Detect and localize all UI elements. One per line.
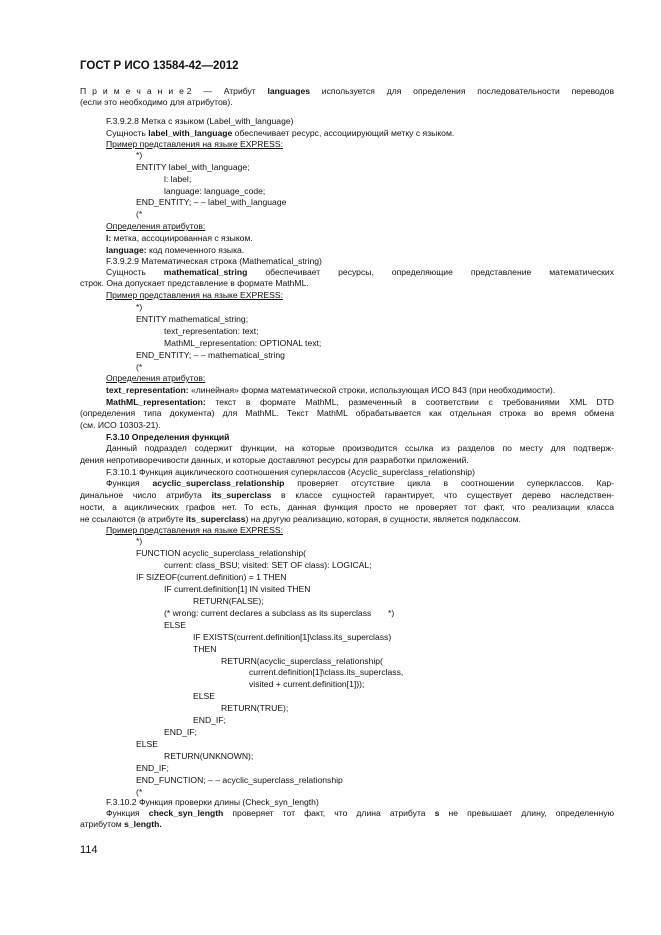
code-line: (* [136, 209, 143, 219]
s2-def-2-line-3: (см. ИСО 10303-21). [80, 420, 161, 430]
section-heading-acyclic: F.3.10.1 Функция ациклического соотношения суперклассов (Acyclic_superclass_relationship) [106, 467, 475, 477]
s1-defs-label: Определения атрибутов: [106, 221, 206, 231]
code-line: ENTITY label_with_language; [136, 162, 250, 172]
s5-para-line-2: атрибутом s_length. [80, 819, 162, 829]
section-heading-label-with-language: F.3.9.2.8 Метка с языком (Label_with_language) [106, 116, 294, 126]
code-line: RETURN(UNKNOWN); [164, 751, 254, 761]
code-line: l: label; [164, 174, 192, 184]
s2-essence: Сущность mathematical_string обеспечивает ресурсы, определяющие представление математических [106, 267, 614, 277]
s1-def-1: l: метка, ассоциированная с языком. [106, 233, 253, 243]
s4-example-label: Пример представления на языке EXPRESS: [106, 525, 284, 535]
section-heading-function-definitions: F.3.10 Определения функций [106, 432, 230, 442]
note-term: languages [267, 86, 311, 96]
s5-para-line-1: Функция check_syn_length проверяет тот факт, что длина атрибута s не превышает длину, определенную [106, 808, 614, 818]
s4-para-line-4: не ссылаются (в атрибуте its_superclass) на другую реализацию, которая, в сущности, является подклассом. [80, 514, 521, 524]
s1-example-label: Пример представления на языке EXPRESS: [106, 139, 284, 149]
note-label: П р и м е ч а н и е [80, 86, 186, 96]
section-heading-check-syn-length: F.3.10.2 Функция проверки длины (Check_syn_length) [106, 797, 319, 807]
document-header: ГОСТ Р ИСО 13584-42—2012 [80, 60, 239, 72]
code-line: (* [136, 787, 143, 797]
code-line: current.definition[1]\class.its_superclass, [249, 667, 404, 677]
code-line: END_IF; [136, 763, 169, 773]
code-line: ELSE [164, 620, 186, 630]
code-line: END_ENTITY; – – label_with_language [136, 197, 287, 207]
s2-def-2-line-2: (определения типа документа) для MathML. Текст MathML обрабатывается как отдельная строка во время обмена [80, 408, 614, 418]
section-heading-mathematical-string: F.3.9.2.9 Математическая строка (Mathematical_string) [106, 256, 322, 266]
note-line-2: (если это необходимо для атрибутов). [80, 97, 233, 107]
code-line: ELSE [193, 691, 215, 701]
code-line: visited + current.definition[1])); [249, 679, 365, 689]
code-line: END_ENTITY; – – mathematical_string [136, 350, 285, 360]
code-line: *) [136, 536, 143, 546]
code-line: IF EXISTS(current.definition[1]\class.its_superclass) [193, 632, 392, 642]
code-line: RETURN(TRUE); [221, 703, 289, 713]
code-line: *) [136, 150, 143, 160]
code-line: (* [136, 362, 143, 372]
note-line-1: П р и м е ч а н и е 2 — Атрибут languages используется для определения последовательности переводов [80, 86, 614, 96]
code-line: IF SIZEOF(current.definition) = 1 THEN [136, 572, 287, 582]
s2-essence-line-2: строк. Она допускает представление в формате MathML. [80, 278, 309, 288]
code-line: current: class_BSU; visited: SET OF class): LOGICAL; [164, 560, 372, 570]
code-line: (* wrong: current declares a subclass as its superclass *) [164, 608, 395, 618]
s4-para-line-2: динальное число атрибута its_superclass в классе сущностей гарантирует, что существует дерево наследствен- [80, 490, 614, 500]
code-line: RETURN(acyclic_superclass_relationship( [221, 656, 383, 666]
code-line: IF current.definition[1] IN visited THEN [164, 584, 311, 594]
code-line: text_representation: text; [164, 326, 259, 336]
code-line: language: language_code; [164, 186, 266, 196]
s2-def-2: MathML_representation: текст в формате MathML, размеченный в соответствии с требованиями XML DTD [106, 397, 614, 407]
code-line: THEN [193, 644, 217, 654]
code-line: MathML_representation: OPTIONAL text; [164, 338, 322, 348]
code-line: END_IF; [164, 727, 197, 737]
code-line: FUNCTION acyclic_superclass_relationship( [136, 548, 307, 558]
s4-para-line-1: Функция acyclic_superclass_relationship проверяет отсутствие цикла в соотношении суперклассов. Кар- [106, 478, 614, 488]
code-line: *) [136, 302, 143, 312]
page-number: 114 [80, 844, 98, 856]
s2-def-1: text_representation: «линейная» форма математической строки, использующая ИСО 843 (при необходимости). [106, 385, 556, 395]
s4-para-line-3: ности, а ациклических графов нет. То есть, данная функция просто не проверяет тот факт, что реализации класса [80, 502, 614, 512]
s2-defs-label: Определения атрибутов: [106, 373, 206, 383]
s1-def-2: language: код помеченного языка. [106, 245, 245, 255]
code-line: RETURN(FALSE); [193, 596, 264, 606]
code-line: END_FUNCTION; – – acyclic_superclass_relationship [136, 775, 343, 785]
s3-para-line-1: Данный подраздел содержит функции, на которые производится ссылка из разделов по месту для подтверж- [106, 443, 614, 453]
s2-example-label: Пример представления на языке EXPRESS: [106, 290, 284, 300]
s1-essence: Сущность label_with_language обеспечивает ресурс, ассоциирующий метку с языком. [106, 128, 455, 138]
code-line: ENTITY mathematical_string; [136, 314, 249, 324]
code-line: ELSE [136, 739, 158, 749]
s3-para-line-2: дения непротиворечивости данных, и которые доставляют ресурсы для разработки приложений. [80, 455, 469, 465]
code-line: END_IF; [193, 715, 226, 725]
